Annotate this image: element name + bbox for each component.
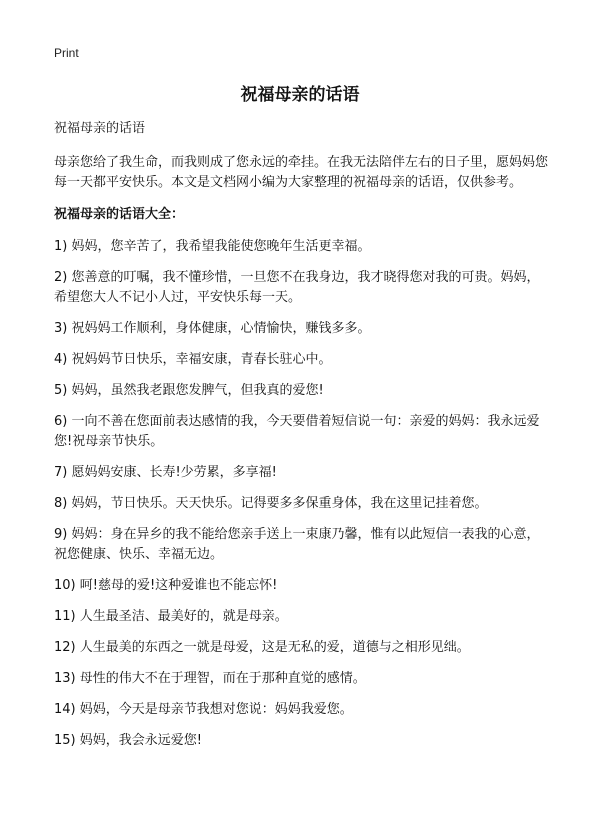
- list-item: 8) 妈妈，节日快乐。天天快乐。记得要多多保重身体，我在这里记挂着您。: [54, 496, 488, 511]
- document-subtitle: 祝福母亲的话语: [54, 121, 146, 136]
- list-item: 3) 祝妈妈工作顺利，身体健康，心情愉快，赚钱多多。: [54, 321, 371, 336]
- intro-paragraph: 母亲您给了我生命，而我则成了您永远的牵挂。在我无法陪伴左右的日子里，愿妈妈您每一天都平安快乐。本文是文档网小编为大家整理的祝福母亲的话语，仅供参考。: [54, 155, 549, 190]
- list-item: 10) 呵!慈母的爱!这种爱谁也不能忘怀!: [54, 578, 278, 593]
- list-item: 1) 妈妈，您辛苦了，我希望我能使您晚年生活更幸福。: [54, 239, 371, 254]
- list-item: 14) 妈妈，今天是母亲节我想对您说：妈妈我爱您。: [54, 702, 353, 717]
- list-item: 11) 人生最圣洁、最美好的，就是母亲。: [54, 609, 288, 624]
- list-item: 6) 一向不善在您面前表达感情的我，今天要借着短信说一句：亲爱的妈妈：我永远爱您!祝母亲节快乐。: [54, 414, 540, 449]
- list-item: 13) 母性的伟大不在于理智，而在于那种直觉的感情。: [54, 671, 366, 686]
- list-item: 4) 祝妈妈节日快乐，幸福安康，青春长驻心中。: [54, 352, 332, 367]
- document-title: 祝福母亲的话语: [240, 85, 360, 105]
- print-link[interactable]: Print: [54, 46, 79, 60]
- list-item: 12) 人生最美的东西之一就是母爱，这是无私的爱，道德与之相形见绌。: [54, 640, 470, 655]
- list-item: 5) 妈妈，虽然我老跟您发脾气，但我真的爱您!: [54, 383, 324, 398]
- list-item: 9) 妈妈：身在异乡的我不能给您亲手送上一束康乃馨，惟有以此短信一表我的心意，祝您健康、快乐、幸福无边。: [54, 527, 540, 562]
- list-item: 15) 妈妈，我会永远爱您!: [54, 733, 202, 748]
- section-heading: 祝福母亲的话语大全：: [54, 207, 185, 222]
- list-item: 7) 愿妈妈安康、长寿!少劳累，多享福!: [54, 465, 277, 480]
- document-body: [54, 119, 550, 762]
- list-item: 2) 您善意的叮嘱，我不懂珍惜，一旦您不在我身边，我才晓得您对我的可贵。妈妈，希望您大人不记小人过，平安快乐每一天。: [54, 270, 540, 305]
